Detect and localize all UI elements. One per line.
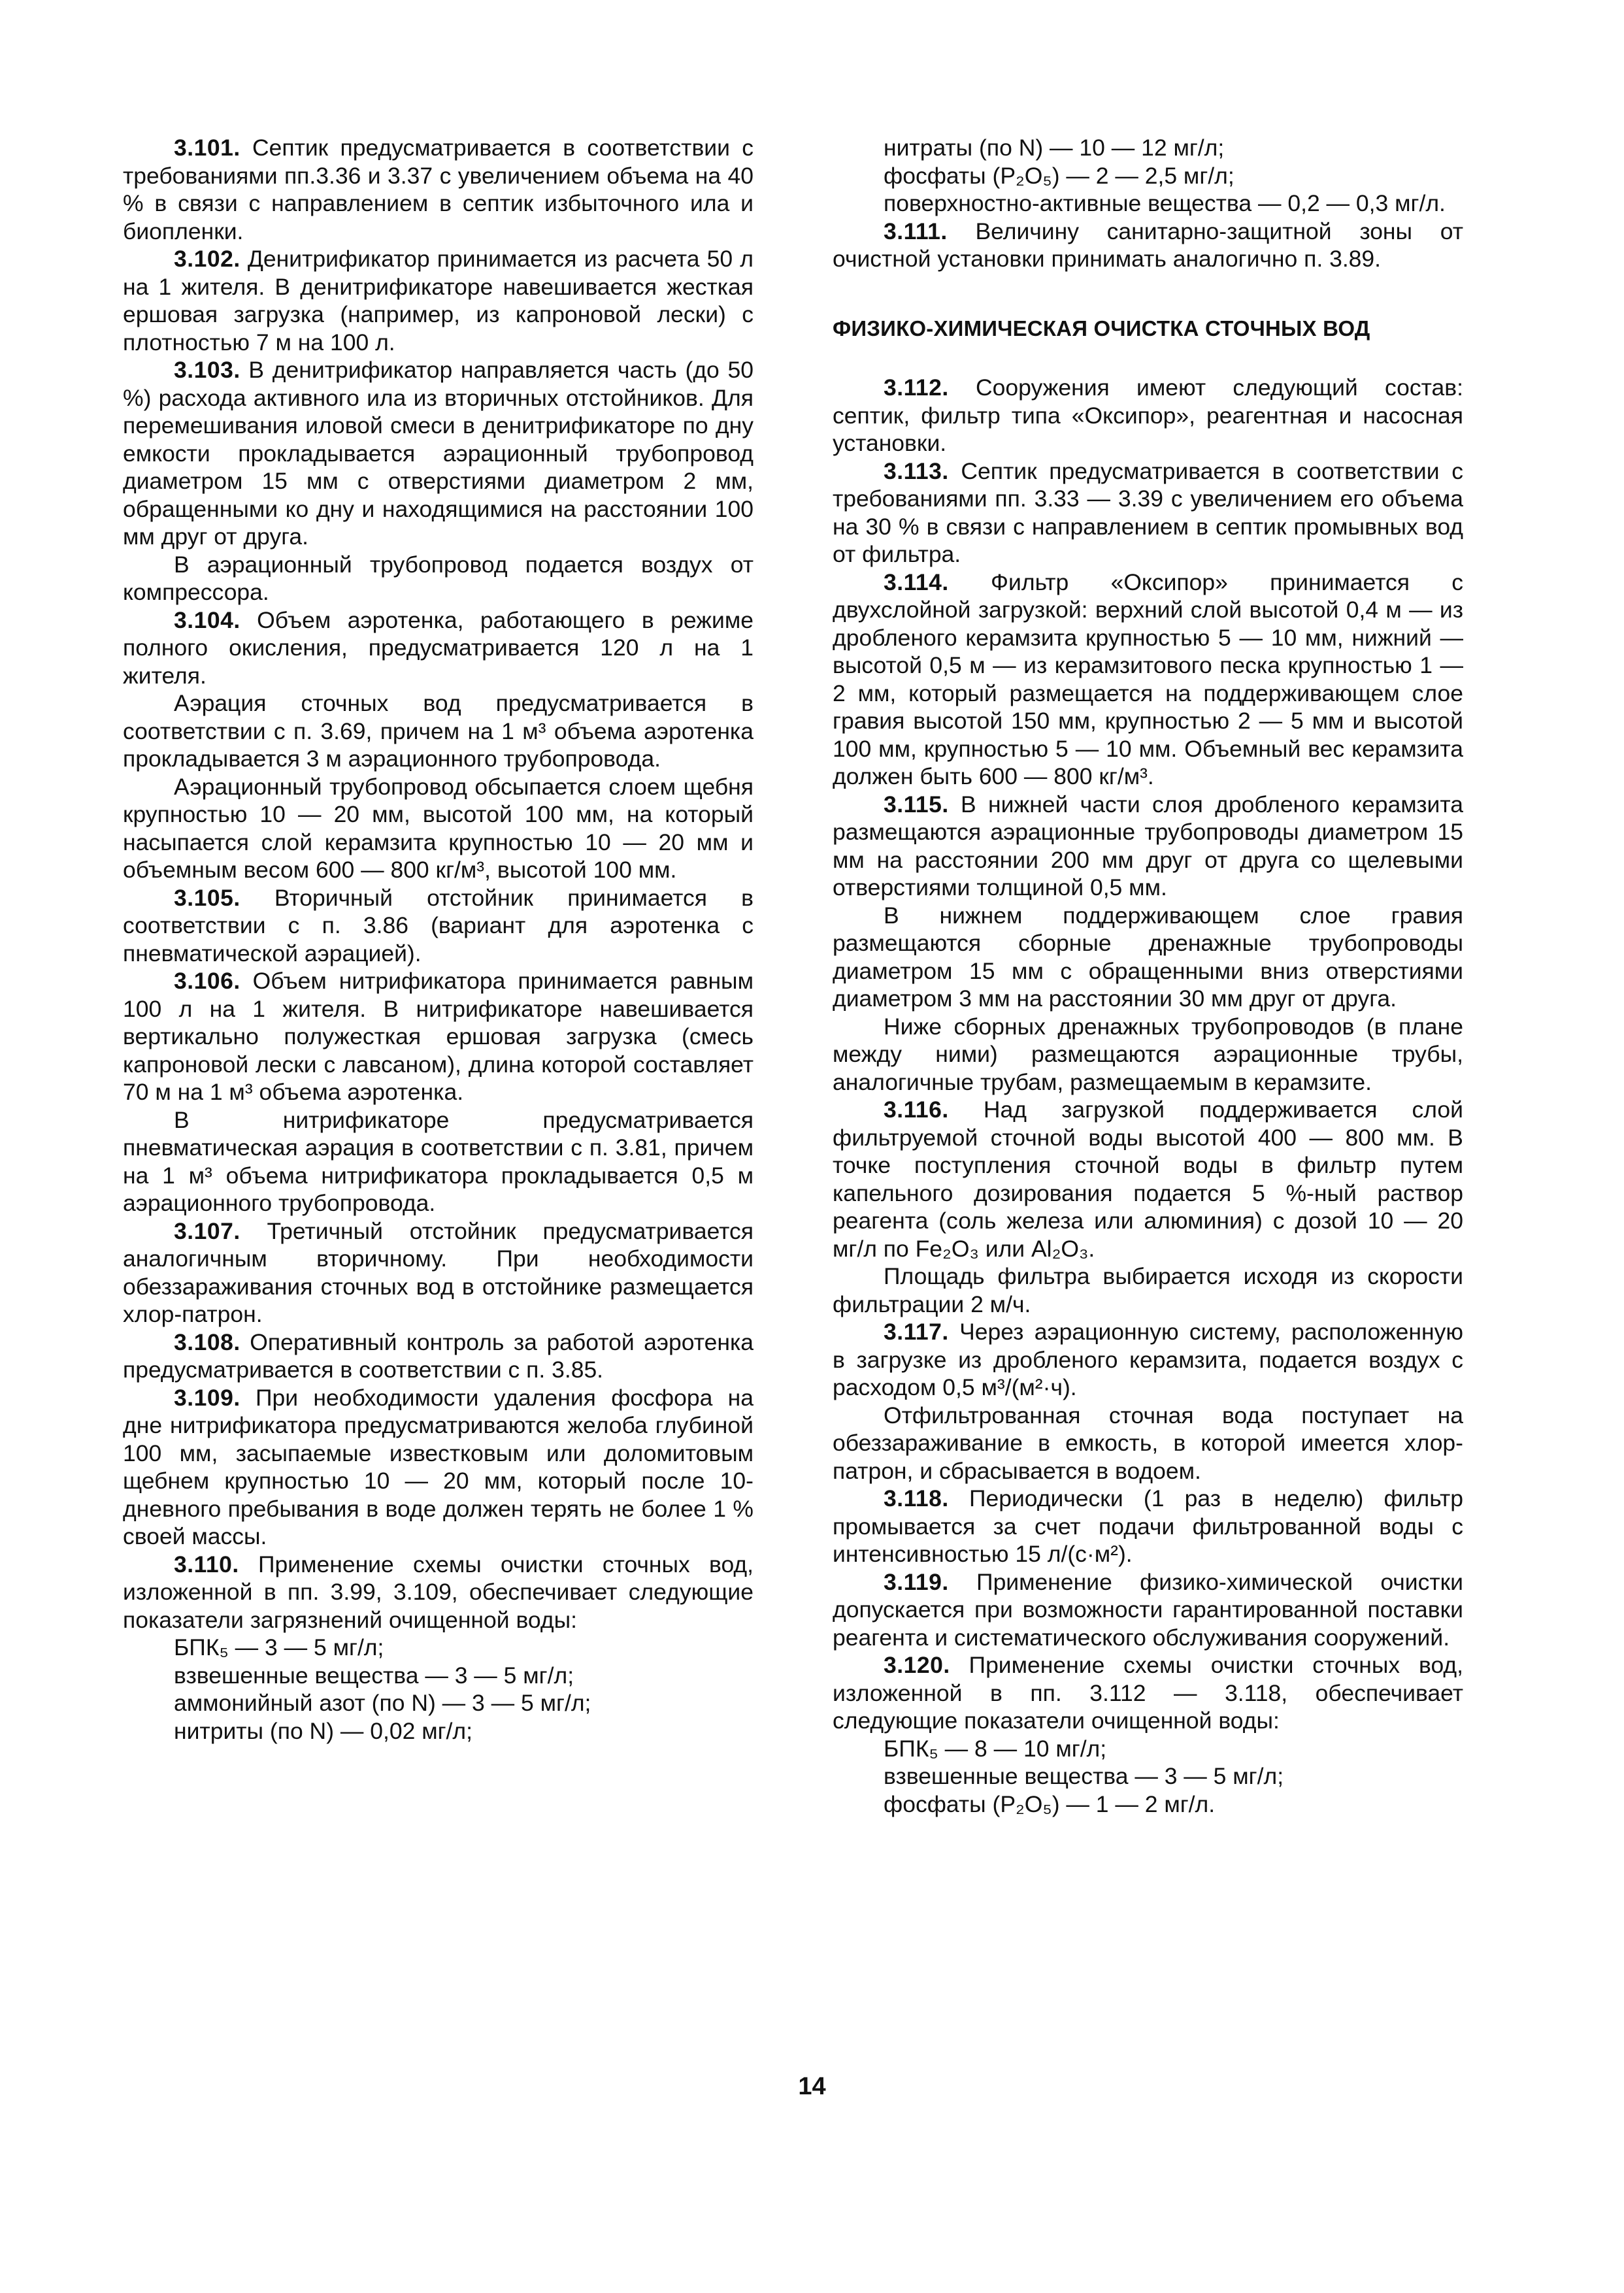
section-number: 3.117.	[884, 1319, 949, 1345]
section-text: Фильтр «Оксипор» принимается с двухслойной загрузкой: верхний слой высотой 0,4 м — из дробленого керамзита крупностью 5 — 10 мм, нижний — высотой 0,5 м — из керамзитового песка крупностью 1 — 2 мм, который размещается на поддерживающем слое гравия высотой 150 мм, крупностью 2 — 5 мм и высотой 100 мм, крупностью 5 — 10 мм. Объемный вес керамзита должен быть 600 — 800 кг/м³.	[833, 569, 1463, 789]
indicator-item: фосфаты (P₂O₅) — 2 — 2,5 мг/л;	[884, 162, 1235, 189]
section-paragraph	[123, 134, 754, 245]
body-paragraph: поверхностно-активные вещества — 0,2 — 0,3 мг/л.	[884, 190, 1446, 216]
body-paragraph: Площадь фильтра выбирается исходя из скорости фильтрации 2 м/ч.	[833, 1263, 1463, 1317]
section-text: Применение схемы очистки сточных вод, изложенной в пп. 3.99, 3.109, обеспечивает следующие показатели загрязнений очищенной воды:	[123, 1551, 754, 1633]
right-column	[833, 134, 1463, 1818]
indicator-item: БПК₅ — 3 — 5 мг/л;	[174, 1634, 384, 1660]
section-text: Денитрификатор принимается из расчета 50 л на 1 жителя. В денитрификаторе навешивается жесткая ершовая загрузка (например, из капроновой лески) с плотностью 7 м на 100 л.	[123, 246, 754, 355]
section-paragraph	[833, 457, 1463, 569]
section-number: 3.112.	[884, 374, 949, 401]
section-paragraph	[123, 967, 754, 1106]
indicator-item: фосфаты (P₂O₅) — 1 — 2 мг/л.	[884, 1790, 1216, 1817]
section-number: 3.119.	[884, 1568, 949, 1595]
body-paragraph: В нитрификаторе предусматривается пневматическая аэрация в соответствии с п. 3.81, причем на 1 м³ объема нитрификатора прокладывается 0,5 м аэрационного трубопровода.	[123, 1106, 754, 1216]
section-number: 3.109.	[174, 1384, 240, 1411]
section-text: Периодически (1 раз в неделю) фильтр промывается за счет подачи фильтрованной воды с интенсивностью 15 л/(с·м²).	[833, 1485, 1463, 1567]
section-number: 3.113.	[884, 457, 949, 484]
section-paragraph	[123, 1551, 754, 1634]
section-text: Применение физико-химической очистки допускается при возможности гарантированной поставки реагента и систематического обслуживания сооружений.	[833, 1568, 1463, 1651]
section-number: 3.115.	[884, 791, 949, 817]
left-column	[123, 134, 754, 1745]
body-paragraph: Ниже сборных дренажных трубопроводов (в плане между ними) размещаются аэрационные трубы, аналогичные трубам, размещаемым в керамзите.	[833, 1013, 1463, 1095]
section-text: При необходимости удаления фосфора на дне нитрификатора предусматриваются желоба глубиной 100 мм, засыпаемые известковым или доломитовым щебнем крупностью 10 — 20 мм, который после 10-дневного пребывания в воде должен терять не более 1 % своей массы.	[123, 1384, 754, 1549]
section-paragraph	[123, 1217, 754, 1328]
section-paragraph	[123, 606, 754, 690]
body-paragraph: В аэрационный трубопровод подается воздух от компрессора.	[123, 551, 754, 605]
section-text: В денитрификатор направляется часть (до 50 %) расхода активного ила из вторичных отстойников. Для перемешивания иловой смеси в денитрификаторе по дну емкости прокладывается аэрационный трубопровод диаметром 15 мм с отверстиями диаметром 2 мм, обращенными ко дну и находящимися на расстоянии 100 мм друг от друга.	[123, 357, 754, 550]
section-paragraph	[833, 791, 1463, 902]
section-paragraph	[833, 1568, 1463, 1652]
section-number: 3.114.	[884, 569, 949, 595]
section-text: В нижней части слоя дробленого керамзита размещаются аэрационные трубопроводы диаметром 15 мм на расстоянии 200 мм друг от друга со щелевыми отверстиями толщиной 0,5 мм.	[833, 791, 1463, 900]
indicator-item: взвешенные вещества — 3 — 5 мг/л;	[884, 1763, 1284, 1789]
section-number: 3.107.	[174, 1217, 240, 1244]
section-paragraph	[833, 1651, 1463, 1735]
section-paragraph	[833, 374, 1463, 457]
body-paragraph: Аэрация сточных вод предусматривается в соответствии с п. 3.69, причем на 1 м³ объема аэротенка прокладывается 3 м аэрационного трубопровода.	[123, 690, 754, 772]
right-column-bottom	[833, 374, 1463, 1818]
section-text: Применение схемы очистки сточных вод, изложенной в пп. 3.112 — 3.118, обеспечивает следующие показатели очищенной воды:	[833, 1652, 1463, 1734]
section-text: Сооружения имеют следующий состав: септик, фильтр типа «Оксипор», реагентная и насосная установки.	[833, 374, 1463, 456]
section-paragraph	[123, 1328, 754, 1384]
section-heading: ФИЗИКО-ХИМИЧЕСКАЯ ОЧИСТКА СТОЧНЫХ ВОД	[833, 316, 1370, 340]
section-number: 3.110.	[174, 1551, 239, 1577]
section-number: 3.101.	[174, 135, 240, 161]
body-paragraph: В нижнем поддерживающем слое гравия размещаются сборные дренажные трубопроводы диаметром 15 мм с обращенными вниз отверстиями диаметром 3 мм на расстоянии 30 мм друг от друга.	[833, 902, 1463, 1012]
section-number: 3.105.	[174, 884, 240, 911]
section-text: Над загрузкой поддерживается слой фильтруемой сточной воды высотой 400 — 800 мм. В точке поступления сточной воды в фильтр путем капельного дозирования подается 5 %-ный раствор реагента (соль железа или алюминия) с дозой 10 — 20 мг/л по Fe₂O₃ или Al₂O₃.	[833, 1097, 1463, 1262]
body-paragraph: Аэрационный трубопровод обсыпается слоем щебня крупностью 10 — 20 мм, высотой 100 мм, на который насыпается слой керамзита крупностью 10 — 20 мм и объемным весом 600 — 800 кг/м³, высотой 100 мм.	[123, 773, 754, 883]
section-text: Септик предусматривается в соответствии с требованиями пп. 3.33 — 3.39 с увеличением его объема на 30 % в связи с направлением в септик промывных вод от фильтра.	[833, 457, 1463, 567]
section-paragraph	[833, 569, 1463, 791]
indicator-item: нитриты (по N) — 0,02 мг/л;	[174, 1717, 472, 1744]
section-text: Через аэрационную систему, расположенную в загрузке из дробленого керамзита, подается воздух с расходом 0,5 м³/(м²·ч).	[833, 1319, 1463, 1400]
section-number: 3.102.	[174, 246, 240, 272]
section-paragraph	[833, 218, 1463, 273]
section-number: 3.120.	[884, 1652, 950, 1678]
indicator-item: взвешенные вещества — 3 — 5 мг/л;	[174, 1662, 574, 1689]
section-text: Септик предусматривается в соответствии с требованиями пп.3.36 и 3.37 с увеличением объема на 40 % в связи с направлением в септик избыточного ила и биопленки.	[123, 135, 754, 244]
section-number: 3.106.	[174, 968, 240, 994]
section-paragraph	[833, 1096, 1463, 1262]
section-text: Объем аэротенка, работающего в режиме полного окисления, предусматривается 120 л на 1 жителя.	[123, 606, 754, 689]
section-text: Вторичный отстойник принимается в соответствии с п. 3.86 (вариант для аэротенка с пневматической аэрацией).	[123, 884, 754, 966]
section-text: Оперативный контроль за работой аэротенка предусматривается в соответствии с п. 3.85.	[123, 1328, 754, 1383]
body-paragraph: Отфильтрованная сточная вода поступает на обеззараживание в емкость, в которой имеется хлор-патрон, и сбрасывается в водоем.	[833, 1402, 1463, 1484]
section-paragraph	[833, 1485, 1463, 1568]
section-number: 3.108.	[174, 1328, 240, 1355]
section-text: Величину санитарно-защитной зоны от очистной установки принимать аналогично п. 3.89.	[833, 218, 1463, 272]
section-number: 3.111.	[884, 218, 948, 244]
section-paragraph	[123, 884, 754, 968]
section-number: 3.104.	[174, 606, 240, 633]
right-column-top	[833, 134, 1463, 273]
indicator-item: БПК₅ — 8 — 10 мг/л;	[884, 1735, 1107, 1762]
section-paragraph	[123, 245, 754, 356]
indicator-item: нитраты (по N) — 10 — 12 мг/л;	[884, 135, 1225, 161]
section-paragraph	[123, 356, 754, 551]
section-number: 3.103.	[174, 357, 240, 383]
page-number: 14	[798, 2073, 826, 2100]
section-text: Объем нитрификатора принимается равным 100 л на 1 жителя. В нитрификаторе навешивается вертикально полужесткая ершовая загрузка (смесь капроновой лески с лавсаном), длина которой составляет 70 м на 1 м³ объема аэротенка.	[123, 968, 754, 1105]
section-paragraph	[123, 1384, 754, 1551]
section-paragraph	[833, 1318, 1463, 1402]
section-number: 3.118.	[884, 1485, 949, 1511]
section-text: Третичный отстойник предусматривается аналогичным вторичному. При необходимости обеззараживания сточных вод в отстойнике размещается хлор-патрон.	[123, 1217, 754, 1327]
section-number: 3.116.	[884, 1097, 949, 1123]
indicator-item: аммонийный азот (по N) — 3 — 5 мг/л;	[174, 1690, 591, 1716]
